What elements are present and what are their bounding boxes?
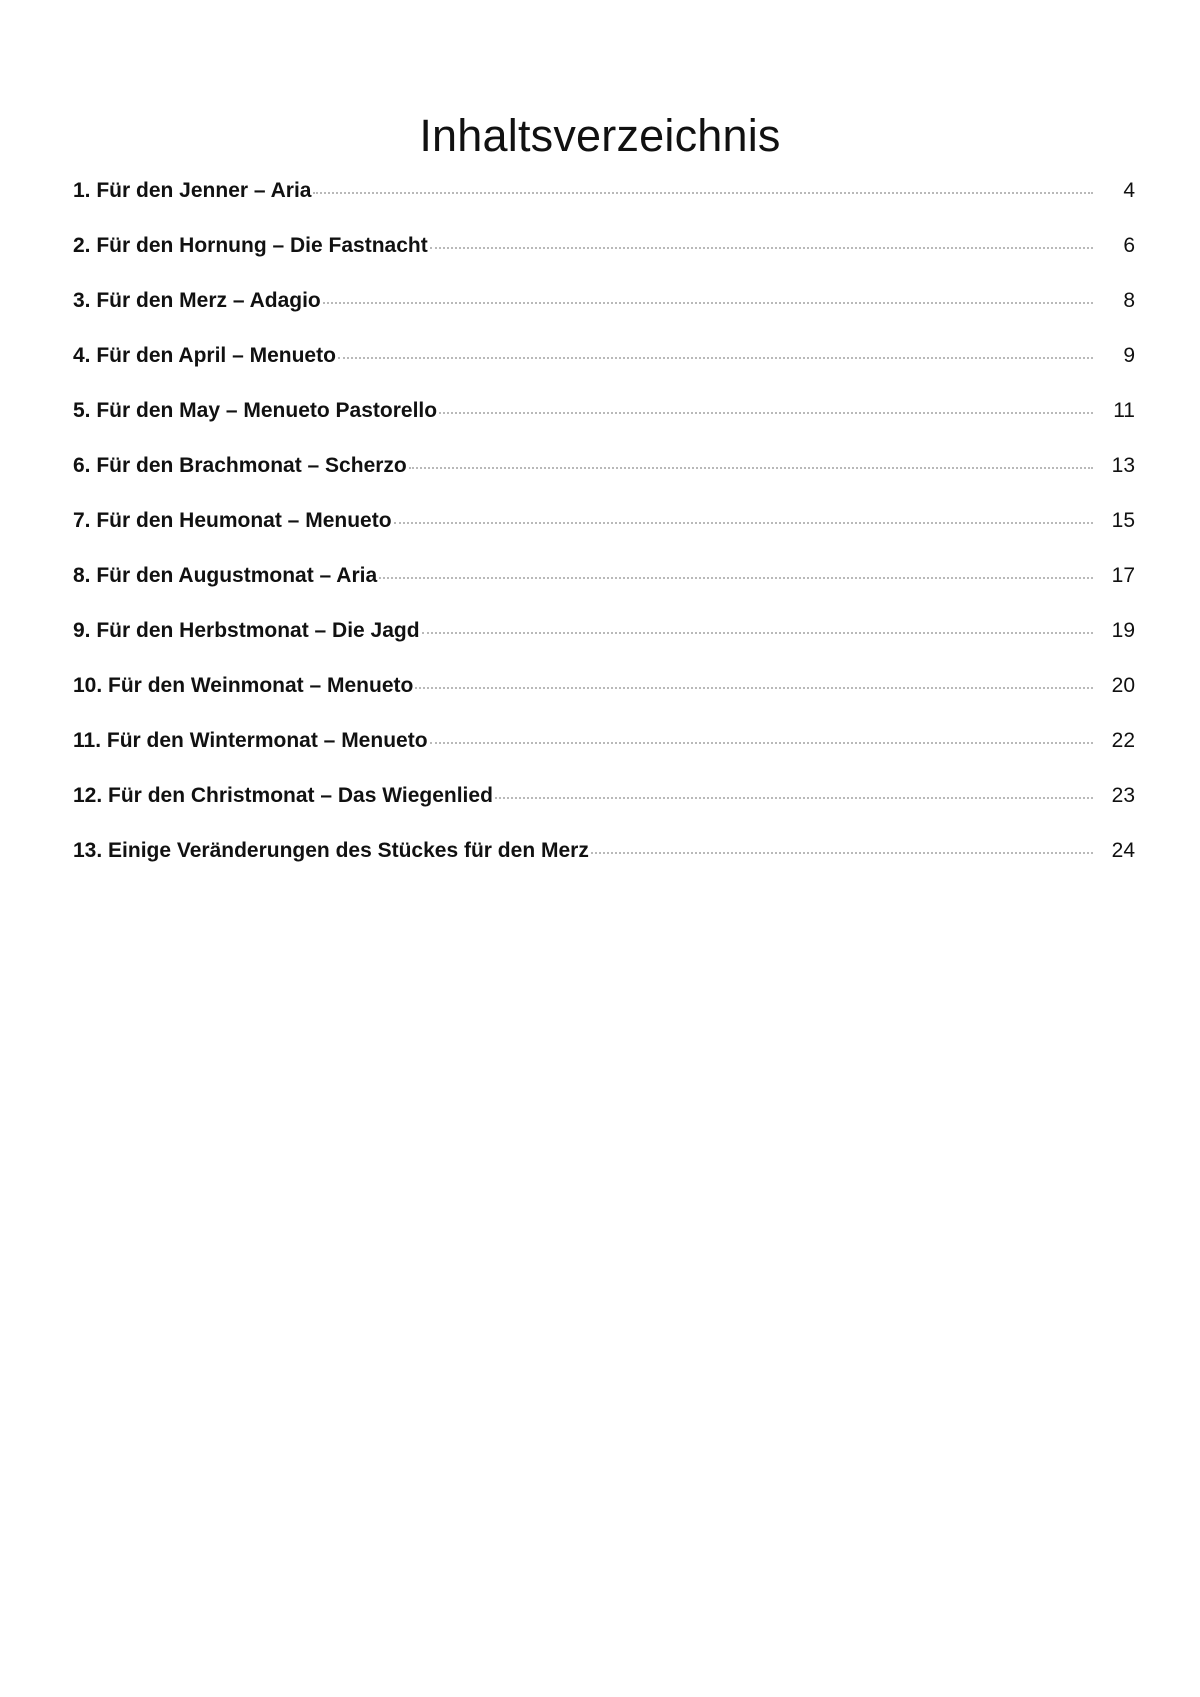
toc-entry-page-number: 24 [1111,839,1135,862]
toc-entry[interactable] [73,453,1135,508]
toc-entry-title: 1. Für den Jenner – Aria [73,179,312,202]
toc-entry-title: 11. Für den Wintermonat – Menueto [73,729,428,752]
dot-leader [313,192,1093,194]
toc-entry[interactable] [73,288,1135,343]
toc-entry[interactable] [73,398,1135,453]
toc-entry-title: 13. Einige Veränderungen des Stückes für den Merz [73,839,589,862]
toc-entry[interactable] [73,508,1135,563]
table-of-contents [73,178,1135,893]
toc-entry-title: 3. Für den Merz – Adagio [73,289,321,312]
toc-entry[interactable] [73,233,1135,288]
toc-entry[interactable] [73,178,1135,233]
toc-entry-title: 7. Für den Heumonat – Menueto [73,509,392,532]
dot-leader [415,687,1093,689]
dot-leader [430,742,1093,744]
toc-entry-title: 10. Für den Weinmonat – Menueto [73,674,414,697]
toc-entry-page-number: 13 [1111,454,1135,477]
dot-leader [409,467,1093,469]
toc-entry-title: 9. Für den Herbstmonat – Die Jagd [73,619,420,642]
dot-leader [495,797,1093,799]
toc-entry-page-number: 22 [1111,729,1135,752]
toc-entry[interactable] [73,618,1135,673]
toc-entry-page-number: 17 [1111,564,1135,587]
dot-leader [422,632,1093,634]
dot-leader [338,357,1093,359]
toc-entry-title: 4. Für den April – Menueto [73,344,336,367]
dot-leader [430,247,1093,249]
toc-entry[interactable] [73,728,1135,783]
dot-leader [379,577,1093,579]
page-title: Inhaltsverzeichnis [419,110,781,162]
toc-entry-title: 2. Für den Hornung – Die Fastnacht [73,234,428,257]
toc-entry-title: 6. Für den Brachmonat – Scherzo [73,454,407,477]
toc-entry-title: 5. Für den May – Menueto Pastorello [73,399,438,422]
toc-entry-page-number: 19 [1111,619,1135,642]
toc-entry[interactable] [73,783,1135,838]
toc-entry-page-number: 4 [1123,179,1135,202]
toc-entry-page-number: 6 [1123,234,1135,257]
dot-leader [323,302,1093,304]
toc-entry-page-number: 20 [1111,674,1135,697]
dot-leader [394,522,1093,524]
toc-entry[interactable] [73,673,1135,728]
toc-entry[interactable] [73,343,1135,398]
toc-entry-page-number: 11 [1113,399,1135,422]
toc-entry-title: 8. Für den Augustmonat – Aria [73,564,378,587]
toc-entry-title: 12. Für den Christmonat – Das Wiegenlied [73,784,493,807]
dot-leader [591,852,1093,854]
toc-entry-page-number: 15 [1111,509,1135,532]
toc-entry-page-number: 8 [1123,289,1135,312]
toc-entry[interactable] [73,838,1135,893]
toc-entry[interactable] [73,563,1135,618]
dot-leader [439,412,1093,414]
toc-entry-page-number: 23 [1111,784,1135,807]
toc-entry-page-number: 9 [1123,344,1135,367]
